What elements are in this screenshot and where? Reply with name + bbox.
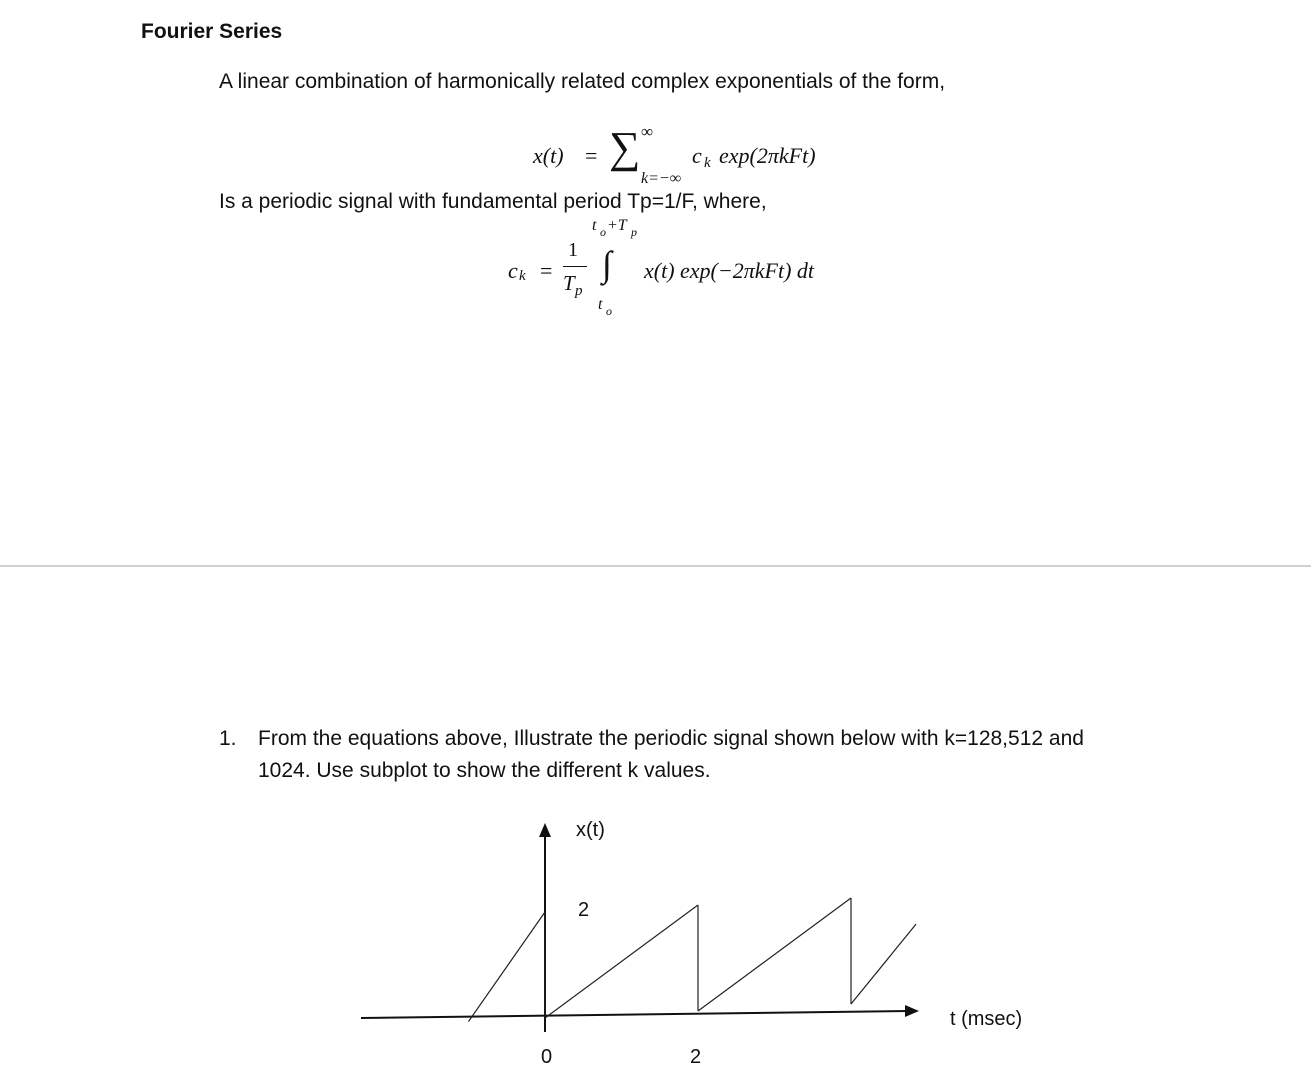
sawtooth-segment-0 (469, 912, 546, 1022)
eq2-upper-limit: t (592, 217, 597, 234)
eq1-coefficient-sub: k (704, 155, 711, 171)
eq2-denominator-sub: p (575, 283, 583, 299)
period-paragraph: Is a periodic signal with fundamental period Tp=1/F, where, (219, 190, 767, 213)
eq2-equals: = (540, 258, 553, 283)
sawtooth-segment-6 (851, 924, 916, 1004)
problem-text-line2: 1024. Use subplot to show the different k values. (258, 759, 711, 782)
fraction-bar (563, 266, 587, 267)
eq2-lhs-sub: k (519, 268, 526, 284)
eq2-upper-limit-rest-sub: p (631, 225, 637, 239)
eq2-upper-limit-rest: +T (607, 217, 627, 234)
sawtooth-segment-2 (545, 905, 698, 1018)
page-separator (0, 565, 1311, 567)
eq1-upper-limit: ∞ (641, 122, 654, 141)
sawtooth-segment-4 (698, 898, 851, 1011)
sigma-icon: ∑ (609, 123, 641, 172)
eq2-denominator: T (563, 271, 575, 295)
problem-number: 1. (219, 727, 237, 750)
eq2-numerator: 1 (568, 239, 578, 261)
intro-paragraph: A linear combination of harmonically related complex exponentials of the form, (219, 70, 946, 93)
eq1-coefficient: c (692, 143, 702, 168)
x-axis (361, 1011, 908, 1018)
y-tick-label: 2 (578, 899, 590, 921)
x-axis-label: t (msec) (950, 1008, 1023, 1030)
eq1-equals: = (585, 143, 598, 168)
x-tick-label-2: 2 (690, 1046, 702, 1068)
y-axis-label: x(t) (576, 819, 605, 841)
eq1-lower-limit: k=−∞ (641, 170, 682, 187)
sawtooth-chart (0, 810, 1311, 1080)
eq1-exponential: exp(2πkFt) (719, 143, 816, 168)
integral-icon: ∫ (602, 244, 612, 284)
x-tick-label-0: 0 (541, 1046, 553, 1068)
y-axis-arrow-icon (539, 823, 551, 837)
x-axis-arrow-icon (905, 1005, 919, 1017)
page-title: Fourier Series (141, 20, 283, 43)
eq2-integrand: x(t) exp(−2πkFt) dt (644, 258, 815, 283)
problem-text-line1: From the equations above, Illustrate the periodic signal shown below with k=128,512 and (258, 727, 1084, 750)
eq2-upper-limit-sub: o (600, 225, 606, 239)
eq2-lhs: c (508, 258, 518, 283)
eq2-lower-limit-sub: o (606, 304, 612, 318)
eq2-lower-limit: t (598, 296, 603, 313)
eq1-lhs: x(t) (533, 143, 564, 168)
